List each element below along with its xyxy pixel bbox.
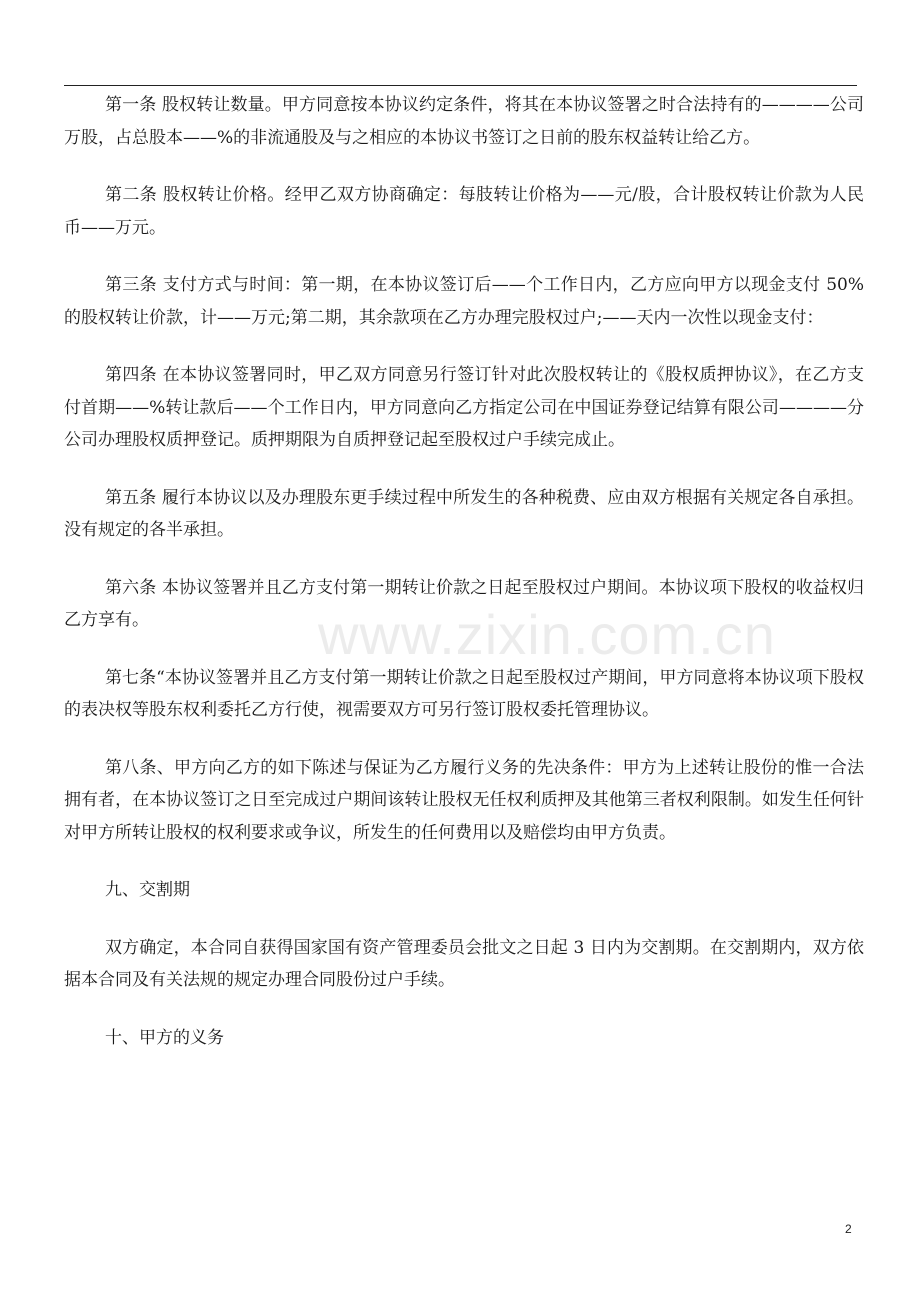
delivery-paragraph: 双方确定，本合同自获得国家国有资产管理委员会批文之日起 3 日内为交割期。在交割期内，双方依据本合同及有关法规的规定办理合同股份过户手续。: [64, 937, 864, 990]
article-8: 第八条、甲方向乙方的如下陈述与保证为乙方履行义务的先决条件：甲方为上述转让股份的惟一合法拥有者，在本协议签订之日至完成过户期间该转让股权无任权利质押及其他第三者权利限制。如发生任何针对甲方所转让股权的权利要求或争议，所发生的任何费用以及赔偿均由甲方负责。: [64, 757, 864, 843]
document-body: [64, 86, 915, 1054]
article-3: 第三条 支付方式与时间：第一期，在本协议签订后——个工作日内，乙方应向甲方以现金支付 50%的股权转让价款，计——万元;第二期，其余款项在乙方办理完股权过户;——天内一次性以现金支付：: [64, 275, 864, 328]
article-2: 第二条 股权转让价格。经甲乙双方协商确定：每肢转让价格为——元/股，合计股权转让价款为人民币——万元。: [64, 185, 864, 238]
section-heading-delivery: 九、交割期: [105, 880, 190, 900]
section-heading-obligations: 十、甲方的义务: [105, 1027, 224, 1048]
article-1: 第一条 股权转让数量。甲方同意按本协议约定条件，将其在本协议签署之时合法持有的————公司 万股，占总股本——%的非流通股及与之相应的本协议书签订之日前的股东权益转让给乙方。: [64, 95, 915, 148]
article-5: 第五条 履行本协议以及办理股东更手续过程中所发生的各种税费、应由双方根据有关规定各自承担。没有规定的各半承担。: [64, 487, 864, 540]
page-number: 2: [845, 1222, 852, 1236]
article-7: 第七条“本协议签署并且乙方支付第一期转让价款之日起至股权过产期间，甲方同意将本协议项下股权的表决权等股东权利委托乙方行使，视需要双方可另行签订股权委托管理协议。: [64, 667, 864, 720]
watermark: www.zixin.com.cn: [318, 603, 776, 666]
article-4: 第四条 在本协议签署同时，甲乙双方同意另行签订针对此次股权转让的《股权质押协议》，在乙方支付首期——%转让款后——个工作日内，甲方同意向乙方指定公司在中国证券登记结算有限公司————分公司办理股权质押登记。质押期限为自质押登记起至股权过户手续完成止。: [64, 365, 864, 450]
article-6: 第六条 本协议签署并且乙方支付第一期转让价款之日起至股权过户期间。本协议项下股权的收益权归乙方享有。: [64, 577, 864, 630]
